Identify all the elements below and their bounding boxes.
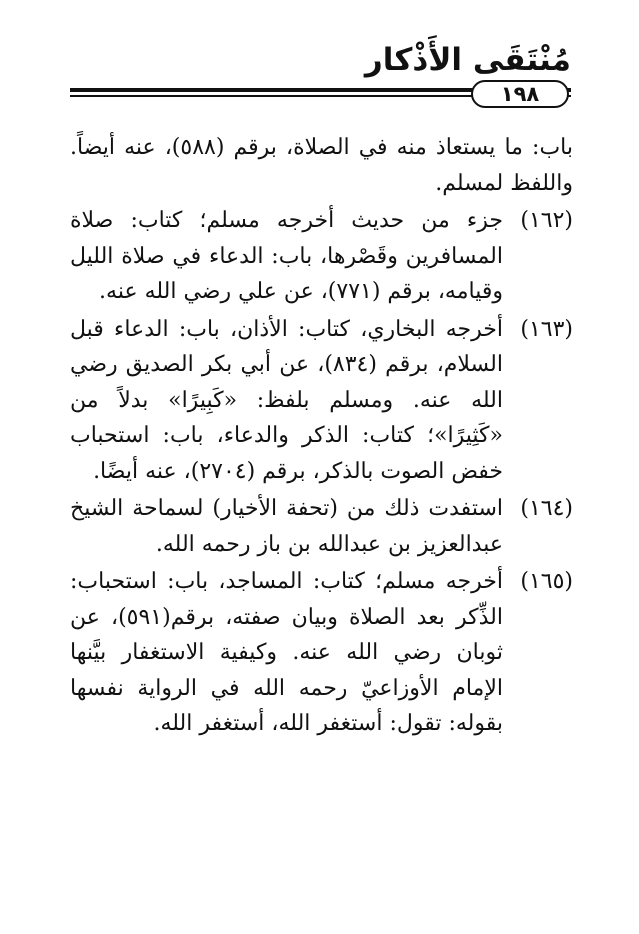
footnote-text: أخرجه البخاري، كتاب: الأذان، باب: الدعاء قبل السلام، برقم (٨٣٤)، عن أبي بكر الصديق رضي الله عنه. ومسلم بلفظ: «كَبِيرًا» بدلاً من «كَثِيرًا»؛ كتاب: الذكر والدعاء، باب: استحباب خفض الصوت بالذكر، برقم (٢٧٠٤)، عنه أيضًا.: [70, 316, 503, 484]
footnotes: [70, 130, 573, 744]
page-number: ١٩٨: [471, 80, 569, 108]
page-header: [70, 36, 571, 108]
footnote-165: [70, 564, 573, 742]
footnote-number: (١٦٣): [520, 316, 573, 342]
footnote-number: (١٦٤): [520, 496, 573, 521]
footnote-162: [70, 203, 573, 310]
footnote-text: جزء من حديث أخرجه مسلم؛ كتاب: صلاة المسافرين وقَصْرها، باب: الدعاء في صلاة الليل وقيامه، برقم (٧٧١)، عن علي رضي الله عنه.: [70, 208, 503, 304]
footnote-number: (١٦٢): [520, 208, 573, 233]
footnote-text: باب: ما يستعاذ منه في الصلاة، برقم (٥٨٨)، عنه أيضاً. واللفظ لمسلم.: [70, 135, 573, 196]
footnote-text: أخرجه مسلم؛ كتاب: المساجد، باب: استحباب: الذِّكر بعد الصلاة وبيان صفته، برقم(٥٩١)، عن ثوبان رضي الله عنه. وكيفية الاستغفار بيَّنها الإمام الأوزاعيّ رحمه الله في الرواية نفسها بقوله: تقول: أستغفر الله، أستغفر الله.: [70, 569, 503, 736]
footnote-continuation: [70, 130, 573, 201]
footnote-164: [70, 491, 573, 562]
footnote-163: [70, 312, 573, 490]
footnote-text: استفدت ذلك من (تحفة الأخيار) لسماحة الشيخ عبدالعزيز بن عبدالله بن باز رحمه الله.: [70, 496, 503, 557]
footnote-number: (١٦٥): [520, 569, 573, 594]
book-title: مُنْتَقَى الأَذْكار: [364, 42, 571, 78]
